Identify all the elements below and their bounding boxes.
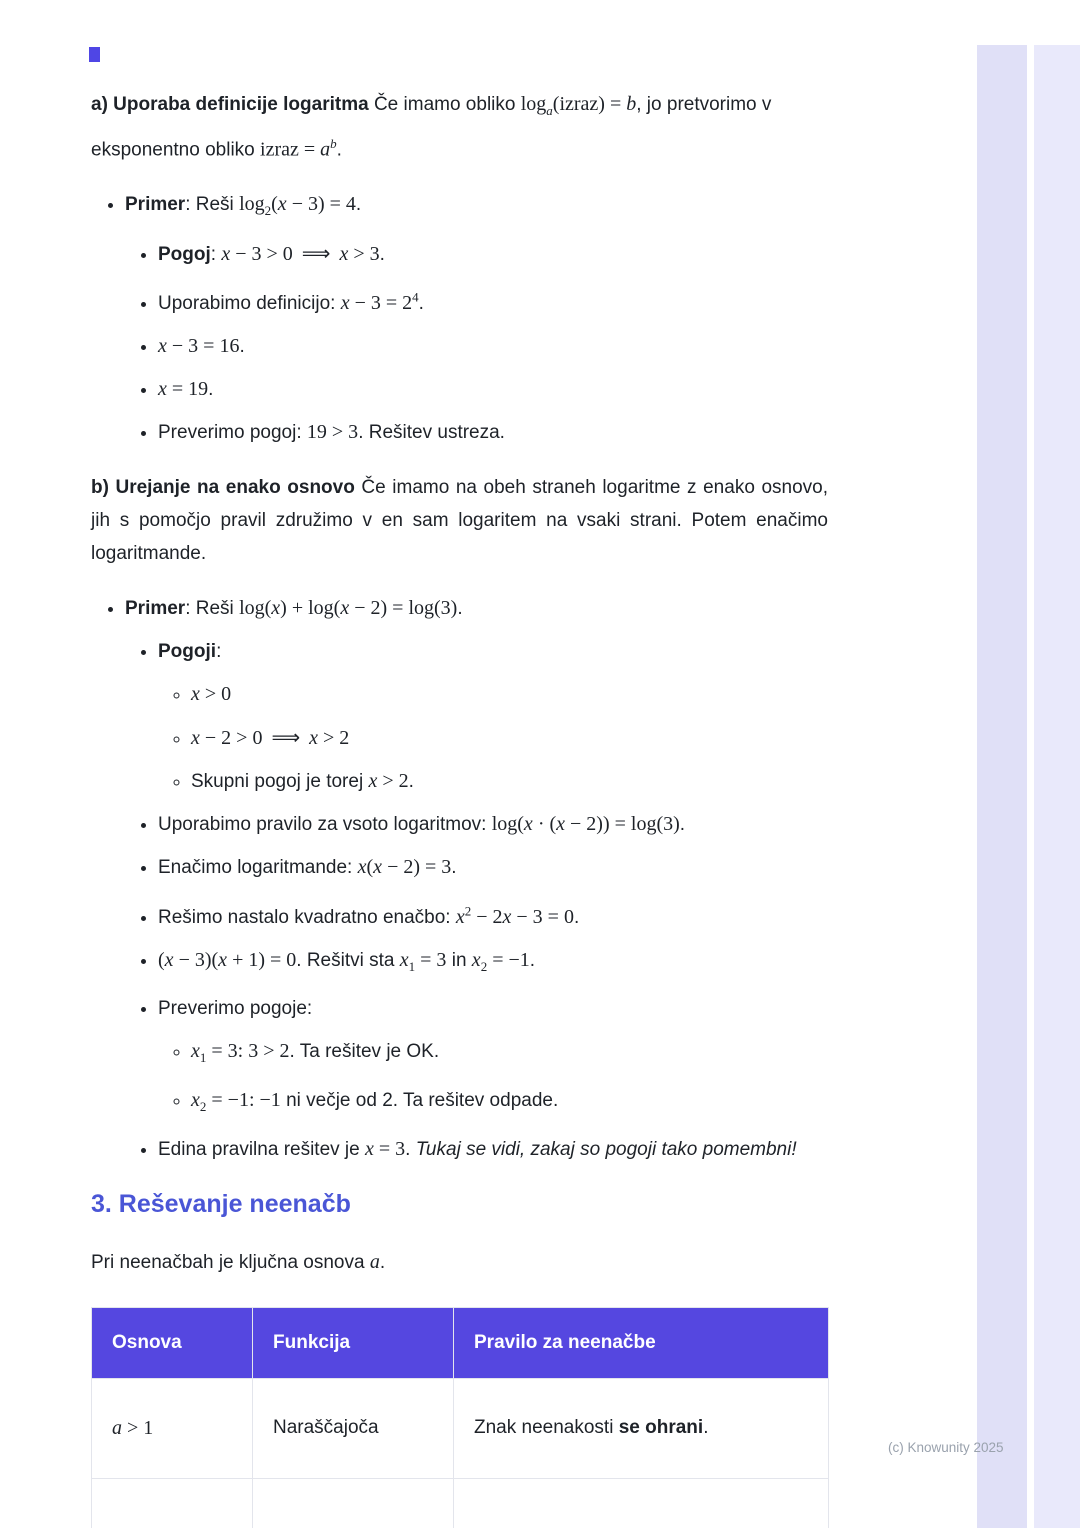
text-run: Preverimo pogoje:	[158, 998, 313, 1020]
text-run: : Reši	[185, 194, 240, 216]
text-run: 1	[199, 1050, 207, 1066]
text-run: − 2	[471, 905, 503, 928]
list-item	[191, 678, 828, 711]
text-run: log(	[491, 813, 524, 836]
list-item	[125, 188, 828, 449]
text-run: (	[158, 948, 165, 971]
text-run: .	[408, 771, 414, 793]
text-run: Primer	[125, 194, 186, 216]
list-item-text	[158, 422, 505, 443]
text-run: 4	[412, 289, 419, 305]
text-run: x	[365, 1137, 374, 1160]
text-run: Edina pravilna rešitev je	[158, 1138, 365, 1160]
table-row	[92, 1378, 829, 1478]
text-run: 2	[464, 903, 472, 919]
text-run: .	[355, 194, 362, 216]
list-item-text	[125, 598, 463, 619]
document-content	[91, 88, 828, 1528]
text-run: = 3: 3 > 2	[206, 1040, 290, 1063]
text-run: ) + log(	[280, 597, 341, 620]
text-run: x	[191, 683, 200, 706]
text-run: .	[418, 293, 424, 315]
list-item-text	[158, 903, 580, 928]
text-run: Pogoji	[158, 641, 217, 663]
list-item-text	[158, 240, 385, 265]
list-item	[158, 851, 828, 884]
text-run: x	[471, 948, 481, 971]
text-run: − 2) = 3	[382, 856, 452, 879]
list-item-text	[158, 998, 312, 1019]
watermark-text: (c) Knowunity 2025	[888, 1440, 1004, 1455]
text-run: in	[446, 949, 472, 971]
list-item	[158, 635, 828, 798]
text-run: x	[277, 193, 287, 216]
table-cell	[454, 1478, 829, 1528]
text-run: > 0	[199, 683, 232, 706]
text-run: (	[271, 193, 278, 216]
text-run: − 2 > 0	[199, 727, 263, 750]
table-header-cell: Pravilo za neenačbe	[454, 1307, 829, 1378]
list-item	[158, 894, 828, 933]
text-run: .	[379, 243, 385, 265]
text-run: x	[218, 948, 228, 971]
list-item	[158, 416, 828, 449]
text-run: ni večje od 2. Ta rešitev odpade.	[280, 1090, 559, 1112]
text-run: Uporabimo definicijo:	[158, 293, 341, 315]
text-run: = −1: −1	[206, 1089, 281, 1112]
text-run: izraz =	[260, 138, 321, 161]
text-run: a	[546, 102, 553, 118]
list-item	[158, 330, 828, 363]
bullet-list-level-1	[91, 592, 828, 1166]
text-run: = 3	[415, 948, 447, 971]
text-run: x	[556, 813, 566, 836]
text-run: Rešimo nastalo kvadratno enačbo:	[158, 906, 456, 928]
section-marker-stub	[89, 47, 100, 62]
text-run: log	[520, 93, 547, 115]
list-item-text	[158, 289, 424, 315]
text-run: (	[366, 856, 374, 879]
page-margin-strip-inner	[977, 45, 1027, 1528]
table-cell	[253, 1478, 454, 1528]
text-run: a	[112, 1416, 122, 1439]
list-item	[191, 1035, 828, 1074]
text-run: − 3) = 4	[286, 193, 356, 216]
list-item	[125, 592, 828, 1166]
text-run: .	[573, 906, 580, 928]
table-cell	[92, 1378, 253, 1478]
text-run: x	[368, 770, 378, 793]
list-item	[191, 765, 828, 798]
list-item-text	[158, 641, 221, 662]
text-run: > 1	[122, 1416, 154, 1439]
text-run: x	[158, 378, 167, 401]
text-run: x	[191, 1089, 200, 1112]
list-item	[158, 944, 828, 983]
text-run: .	[457, 598, 463, 620]
text-run: − 3 = 2	[349, 292, 413, 315]
list-item	[191, 721, 828, 755]
text-run: x	[309, 727, 319, 750]
list-item	[158, 992, 828, 1123]
table-cell	[253, 1378, 454, 1478]
text-run: Pri neenačbah je ključna osnova	[91, 1251, 370, 1273]
rules-table	[91, 1307, 829, 1528]
list-item-text	[158, 1139, 797, 1160]
paragraph	[91, 1246, 828, 1279]
table-row-partial	[92, 1478, 829, 1528]
list-item-text	[191, 1040, 440, 1066]
paragraph	[91, 471, 828, 570]
text-run: > 2	[377, 770, 409, 793]
text-run: .	[679, 814, 686, 836]
text-run: − 2) = log(3)	[349, 597, 458, 620]
text-run: x	[340, 597, 350, 620]
text-run: − 3 = 0	[511, 905, 574, 928]
text-run: · (	[532, 813, 557, 836]
text-run: :	[210, 243, 222, 265]
text-run: x	[158, 335, 167, 358]
text-run: .	[379, 1251, 386, 1273]
text-run: − 3)(	[173, 948, 219, 971]
list-item-text	[158, 336, 245, 357]
bullet-list-level-3	[158, 678, 828, 798]
text-run: x	[523, 813, 533, 836]
text-run: x	[271, 597, 281, 620]
text-run: b) Urejanje na enako osnovo	[91, 477, 355, 499]
text-run: a) Uporaba definicije logaritma	[91, 94, 369, 115]
text-run: − 3 > 0	[230, 242, 293, 265]
text-run: = 3	[373, 1137, 406, 1160]
text-run: x	[455, 905, 465, 928]
text-run: Tukaj se vidi, zakaj so pogoji tako pomembni!	[415, 1138, 797, 1160]
text-run: 2	[480, 958, 488, 974]
text-run: Pogoj	[158, 243, 211, 265]
text-run: > 3	[348, 242, 380, 265]
list-item	[158, 237, 828, 271]
text-run: Skupni pogoj je torej	[191, 771, 369, 793]
table-cell	[92, 1478, 253, 1528]
text-run: .	[208, 379, 214, 401]
text-run: ⟹	[271, 725, 301, 750]
list-item-text	[191, 1089, 559, 1114]
text-run: .	[451, 857, 457, 879]
list-item-text	[158, 814, 685, 835]
text-run: 2	[199, 1098, 207, 1114]
text-run: Če imamo obliko	[368, 94, 521, 115]
text-run: x	[340, 292, 350, 315]
text-run: .	[529, 949, 536, 971]
text-run: − 2)) = log(3)	[565, 813, 680, 836]
list-item	[158, 281, 828, 320]
text-run: Znak neenakosti	[474, 1417, 619, 1439]
text-run: .	[336, 139, 342, 161]
text-run: Primer	[125, 598, 186, 620]
list-item-text	[158, 857, 457, 878]
list-item-text	[158, 379, 213, 400]
list-item-text	[191, 725, 350, 750]
text-run: .	[405, 1138, 416, 1160]
list-item	[158, 808, 828, 841]
text-run: Enačimo logaritmande:	[158, 857, 358, 879]
list-item	[191, 1084, 828, 1123]
list-item	[158, 1133, 828, 1166]
text-run: log(	[239, 597, 272, 620]
text-run: , jo pretvorimo v eksponentno obliko	[91, 94, 772, 161]
text-run: (izraz) =	[552, 93, 627, 115]
text-run: Preverimo pogoj:	[158, 422, 307, 444]
text-run: + 1) = 0	[227, 948, 297, 971]
bullet-list-level-2	[125, 237, 828, 449]
text-run: .	[239, 336, 245, 358]
section-heading: 3. Reševanje neenačb	[91, 1189, 351, 1218]
text-run: .	[703, 1417, 709, 1439]
paragraph	[91, 88, 828, 166]
text-run: x	[221, 242, 231, 265]
text-run: 19 > 3	[306, 421, 359, 444]
text-run: x	[191, 1040, 200, 1063]
page-margin-strip-outer	[1034, 45, 1080, 1528]
text-run: x	[399, 948, 409, 971]
text-run: x	[502, 905, 512, 928]
list-item-text	[125, 193, 362, 218]
table-header-cell: Osnova	[92, 1307, 253, 1378]
text-run: . Rešitvi sta	[296, 949, 400, 971]
text-run: x	[373, 856, 383, 879]
list-item-text	[158, 948, 536, 974]
table-cell	[454, 1378, 829, 1478]
text-run: 1	[408, 958, 416, 974]
text-run: ⟹	[301, 240, 331, 265]
text-run: b	[330, 135, 337, 151]
text-run: se ohrani	[618, 1417, 704, 1439]
list-item-text	[191, 771, 414, 792]
bullet-list-level-1	[91, 188, 828, 449]
text-run: Uporabimo pravilo za vsoto logaritmov:	[158, 814, 492, 836]
text-run: x	[191, 727, 200, 750]
text-run: > 2	[318, 727, 350, 750]
text-run: = −1	[487, 948, 530, 971]
list-item-text	[191, 684, 231, 705]
text-run: a	[320, 138, 331, 161]
table-header-cell: Funkcija	[253, 1307, 454, 1378]
text-run: 2	[264, 202, 272, 218]
text-run: − 3 = 16	[166, 335, 240, 358]
table-header-row	[92, 1307, 829, 1378]
bullet-list-level-3	[158, 1035, 828, 1123]
text-run: . Ta rešitev je OK.	[289, 1041, 440, 1063]
text-run: = 19	[166, 378, 209, 401]
text-run: b	[626, 93, 637, 115]
text-run: . Rešitev ustreza.	[358, 422, 505, 444]
text-run: : Reši	[185, 598, 240, 620]
text-run: x	[339, 242, 349, 265]
text-run: Naraščajoča	[273, 1417, 379, 1439]
text-run: x	[164, 948, 174, 971]
text-run: x	[357, 856, 367, 879]
text-run: :	[216, 641, 222, 663]
text-run: a	[369, 1250, 380, 1273]
list-item	[158, 373, 828, 406]
text-run: log	[239, 193, 265, 216]
text-run: Če imamo na obeh straneh logaritme z enako osnovo, jih s pomočjo pravil združimo v en sam logaritem na vsaki strani. Potem enačimo logaritmande.	[91, 477, 829, 565]
bullet-list-level-2	[125, 635, 828, 1166]
